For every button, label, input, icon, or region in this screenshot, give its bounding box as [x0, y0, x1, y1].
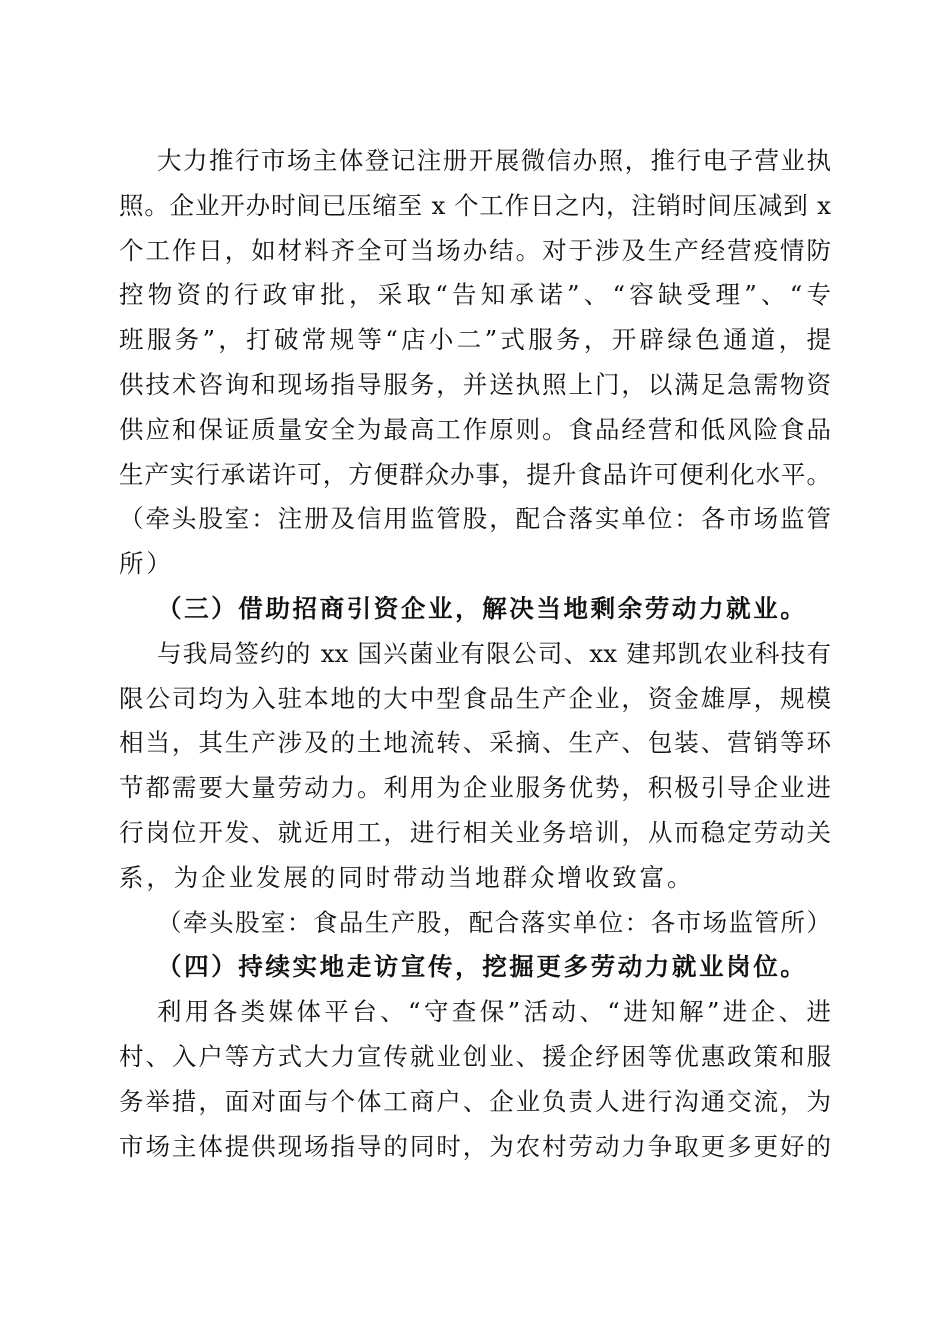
- text-line: 相当，其生产涉及的土地流转、采摘、生产、包装、营销等环: [119, 728, 831, 758]
- text-line: 系，为企业发展的同时带动当地群众增收致富。: [119, 862, 695, 892]
- text-line: 生产实行承诺许可，方便群众办事，提升食品许可便利化水平。: [119, 459, 831, 489]
- text-line: 务举措，面对面与个体工商户、企业负责人进行沟通交流，为: [119, 1086, 831, 1116]
- text-line: 照。企业开办时间已压缩至 x 个工作日之内，注销时间压减到 x: [119, 190, 831, 220]
- text-line: 供应和保证质量安全为最高工作原则。食品经营和低风险食品: [119, 414, 831, 444]
- text-line: 个工作日，如材料齐全可当场办结。对于涉及生产经营疫情防: [119, 235, 831, 265]
- paragraph-investment-employment: [119, 632, 831, 901]
- text-line: （牵头股室：注册及信用监管股，配合落实单位：各市场监管: [119, 504, 831, 534]
- text-line: 供技术咨询和现场指导服务，并送执照上门，以满足急需物资: [119, 369, 831, 399]
- text-line: 市场主体提供现场指导的同时，为农村劳动力争取更多更好的: [119, 1131, 831, 1161]
- text-line: 控物资的行政审批，采取“告知承诺”、“容缺受理”、“专: [119, 280, 831, 310]
- section-heading-3: （三）借助招商引资企业，解决当地剩余劳动力就业。: [157, 593, 808, 623]
- document-body: [119, 139, 831, 1169]
- text-line: 行岗位开发、就近用工，进行相关业务培训，从而稳定劳动关: [119, 817, 831, 847]
- text-line: 利用各类媒体平台、“守查保”活动、“进知解”进企、进: [157, 997, 831, 1027]
- text-line: 与我局签约的 xx 国兴菌业有限公司、xx 建邦凯农业科技有: [157, 638, 831, 668]
- text-line: 村、入户等方式大力宣传就业创业、援企纾困等优惠政策和服: [119, 1041, 831, 1071]
- paragraph-market-registration: [119, 139, 831, 587]
- text-line: 班服务”，打破常规等“店小二”式服务，开辟绿色通道，提: [119, 325, 831, 355]
- responsibility-note: （牵头股室：食品生产股，配合落实单位：各市场监管所）: [157, 907, 831, 937]
- text-line: 大力推行市场主体登记注册开展微信办照，推行电子营业执: [157, 146, 831, 175]
- section-heading-4: （四）持续实地走访宣传，挖掘更多劳动力就业岗位。: [157, 952, 808, 982]
- text-line: 限公司均为入驻本地的大中型食品生产企业，资金雄厚，规模: [119, 683, 831, 713]
- text-line: 所）: [119, 549, 174, 579]
- paragraph-field-publicity: [119, 990, 831, 1169]
- text-line: 节都需要大量劳动力。利用为企业服务优势，积极引导企业进: [119, 773, 831, 803]
